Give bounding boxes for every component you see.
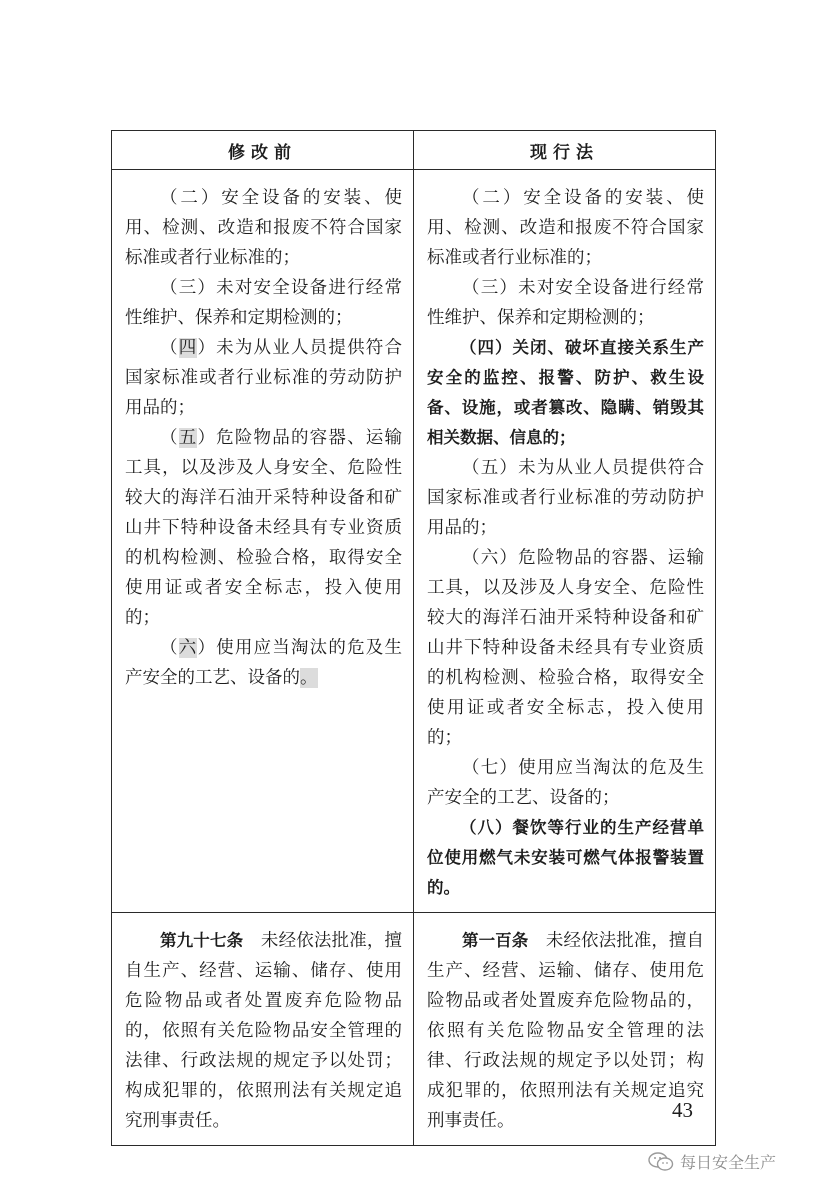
clause-text: （四）未为从业人员提供符合国家标准或者行业标准的劳动防护用品的；	[125, 338, 403, 418]
page-number: 43	[672, 1098, 693, 1122]
wechat-icon	[648, 1152, 674, 1172]
clause-text: （二）安全设备的安装、使用、检测、改造和报废不符合国家标准或者行业标准的；	[427, 188, 704, 268]
clause-text: （五）未为从业人员提供符合国家标准或者行业标准的劳动防护用品的；	[427, 458, 704, 538]
cell-current-items	[414, 170, 716, 913]
table-row	[112, 913, 716, 1146]
clause-text: （六）使用应当淘汰的危及生产安全的工艺、设备的。	[125, 638, 403, 688]
clause-text: （五）危险物品的容器、运输工具，以及涉及人身安全、危险性较大的海洋石油开采特种设备和矿山井下特种设备未经具有专业资质的机构检测、检验合格，取得安全使用证或者安全标志，投入使用的；	[125, 428, 403, 628]
cell-current-article	[414, 913, 716, 1146]
clause-text-new: （八）餐饮等行业的生产经营单位使用燃气未安装可燃气体报警装置的。	[427, 818, 704, 897]
clause-text: （三）未对安全设备进行经常性维护、保养和定期检测的；	[125, 278, 402, 328]
header-before: 修改前	[112, 131, 414, 170]
clause-text: （六）危险物品的容器、运输工具，以及涉及人身安全、危险性较大的海洋石油开采特种设备和矿山井下特种设备未经具有专业资质的机构检测、检验合格，取得安全使用证或者安全标志，投入使用的；	[427, 548, 704, 748]
article-text: 第九十七条 未经依法批准，擅自生产、经营、运输、储存、使用危险物品或者处置废弃危险物品的，依照有关危险物品安全管理的法律、行政法规的规定予以处罚；构成犯罪的，依照刑法有关规定追究刑事责任。	[125, 931, 403, 1131]
watermark-text: 每日安全生产	[680, 1153, 777, 1172]
article-number: 第九十七条	[160, 931, 244, 950]
cell-before-items	[112, 170, 414, 913]
table-header-row	[112, 131, 716, 170]
highlighted-number: 五	[178, 428, 198, 448]
cell-before-article	[112, 913, 414, 1146]
clause-text: （三）未对安全设备进行经常性维护、保养和定期检测的；	[427, 278, 704, 328]
comparison-table	[111, 130, 716, 1146]
header-current: 现行法	[414, 131, 716, 170]
clause-text: （二）安全设备的安装、使用、检测、改造和报废不符合国家标准或者行业标准的；	[125, 188, 402, 268]
clause-text: （七）使用应当淘汰的危及生产安全的工艺、设备的；	[427, 758, 704, 808]
clause-text-new: （四）关闭、破坏直接关系生产安全的监控、报警、防护、救生设备、设施，或者篡改、隐瞒、销毁其相关数据、信息的；	[427, 338, 704, 447]
highlighted-number: 六	[178, 638, 198, 658]
table-row	[112, 170, 716, 913]
highlighted-punctuation: 。	[300, 668, 318, 688]
watermark	[648, 1150, 776, 1173]
article-number: 第一百条	[462, 931, 529, 950]
highlighted-number: 四	[178, 338, 198, 358]
article-text: 第一百条 未经依法批准，擅自生产、经营、运输、储存、使用危险物品或者处置废弃危险物品的，依照有关危险物品安全管理的法律、行政法规的规定予以处罚；构成犯罪的，依照刑法有关规定追究刑事责任。	[427, 931, 705, 1131]
